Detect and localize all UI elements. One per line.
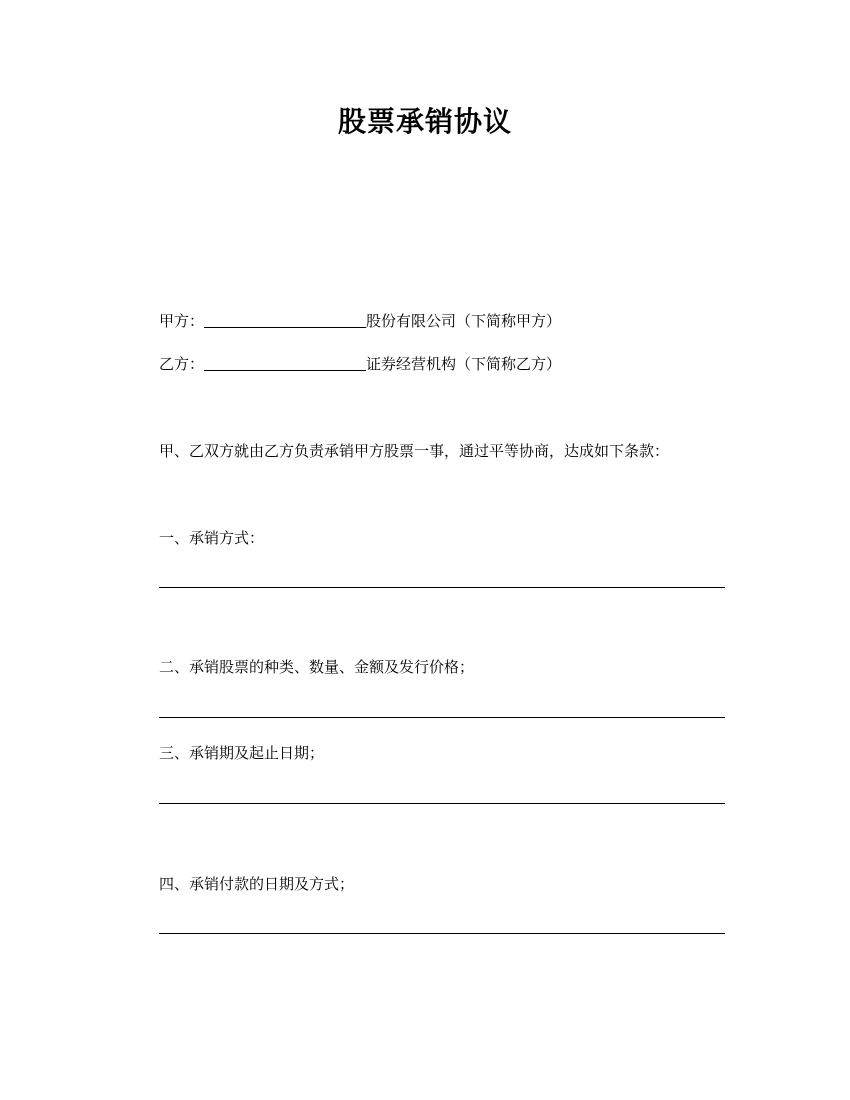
clause-1-heading: 一、承销方式： [159,529,265,547]
party-a-line [159,311,561,331]
clause-3-heading: 三、承销期及起止日期； [159,744,325,762]
document-title: 股票承销协议 [337,105,512,138]
party-a-suffix: 股份有限公司（下简称甲方） [366,312,562,330]
party-b-suffix: 证券经营机构（下简称乙方） [366,355,562,373]
party-b-label: 乙方： [159,355,205,373]
party-b-line [159,354,561,374]
clause-3-answer-line[interactable] [159,803,725,804]
clause-4-answer-line[interactable] [159,933,725,934]
clause-1-answer-line[interactable] [159,587,725,588]
clause-2-heading: 二、承销股票的种类、数量、金额及发行价格； [159,658,475,676]
clause-4-heading: 四、承销付款的日期及方式； [159,875,355,893]
party-a-blank-field[interactable] [204,311,366,328]
party-b-blank-field[interactable] [204,354,366,371]
preamble-text: 甲、乙双方就由乙方负责承销甲方股票一事，通过平等协商，达成如下条款： [159,442,670,460]
party-a-label: 甲方： [159,312,205,330]
clause-2-answer-line[interactable] [159,717,725,718]
